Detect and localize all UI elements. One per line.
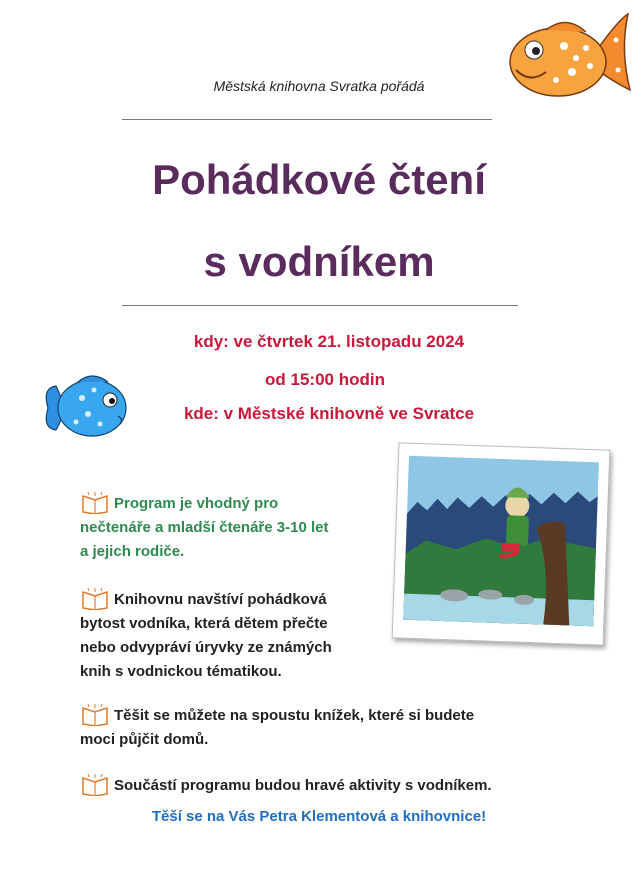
p2-line4: knih s vodnickou tématikou.: [80, 663, 282, 680]
p2-line3: nebo odvypráví úryvky ze známých: [80, 639, 332, 656]
p1-line2: nečtenáře a mladší čtenáře 3-10 let: [80, 519, 329, 536]
p1-line3: a jejich rodiče.: [80, 543, 185, 560]
activities-paragraph: [80, 774, 560, 798]
p1-line1: Program je vhodný pro: [114, 495, 279, 512]
page-title-line1: Pohádkové čtení: [152, 156, 486, 203]
p4-line1: Součástí programu budou hravé aktivity s vodníkem.: [114, 777, 492, 794]
open-book-icon: [80, 774, 110, 796]
event-time: od 15:00 hodin: [265, 370, 385, 389]
open-book-icon: [80, 704, 110, 726]
organizer-line: Městská knihovna Svratka pořádá: [213, 78, 425, 94]
p3-line1: Těšit se můžete na spoustu knížek, které si budete: [114, 707, 475, 724]
p2-line2: bytost vodníka, která dětem přečte: [80, 615, 328, 632]
event-date: kdy: ve čtvrtek 21. listopadu 2024: [193, 332, 465, 351]
p3-line2: moci půjčit domů.: [80, 731, 209, 748]
program-paragraph: [80, 492, 380, 564]
divider-top: [122, 119, 492, 120]
open-book-icon: [80, 492, 110, 514]
page-title-line2: s vodníkem: [203, 238, 435, 285]
p2-line1: Knihovnu navštíví pohádková: [114, 591, 327, 608]
vodnik-picture-icon: [393, 443, 610, 644]
vodnik-illustration: [392, 442, 611, 645]
event-place: kde: v Městské knihovně ve Svratce: [183, 404, 475, 423]
vodnik-paragraph: [80, 588, 380, 684]
orange-fish-icon: [506, 10, 634, 110]
divider-bottom: [122, 305, 518, 306]
books-paragraph: [80, 704, 550, 752]
closing-line: Těší se na Vás Petra Klementová a knihovnice!: [151, 808, 487, 825]
open-book-icon: [80, 588, 110, 610]
